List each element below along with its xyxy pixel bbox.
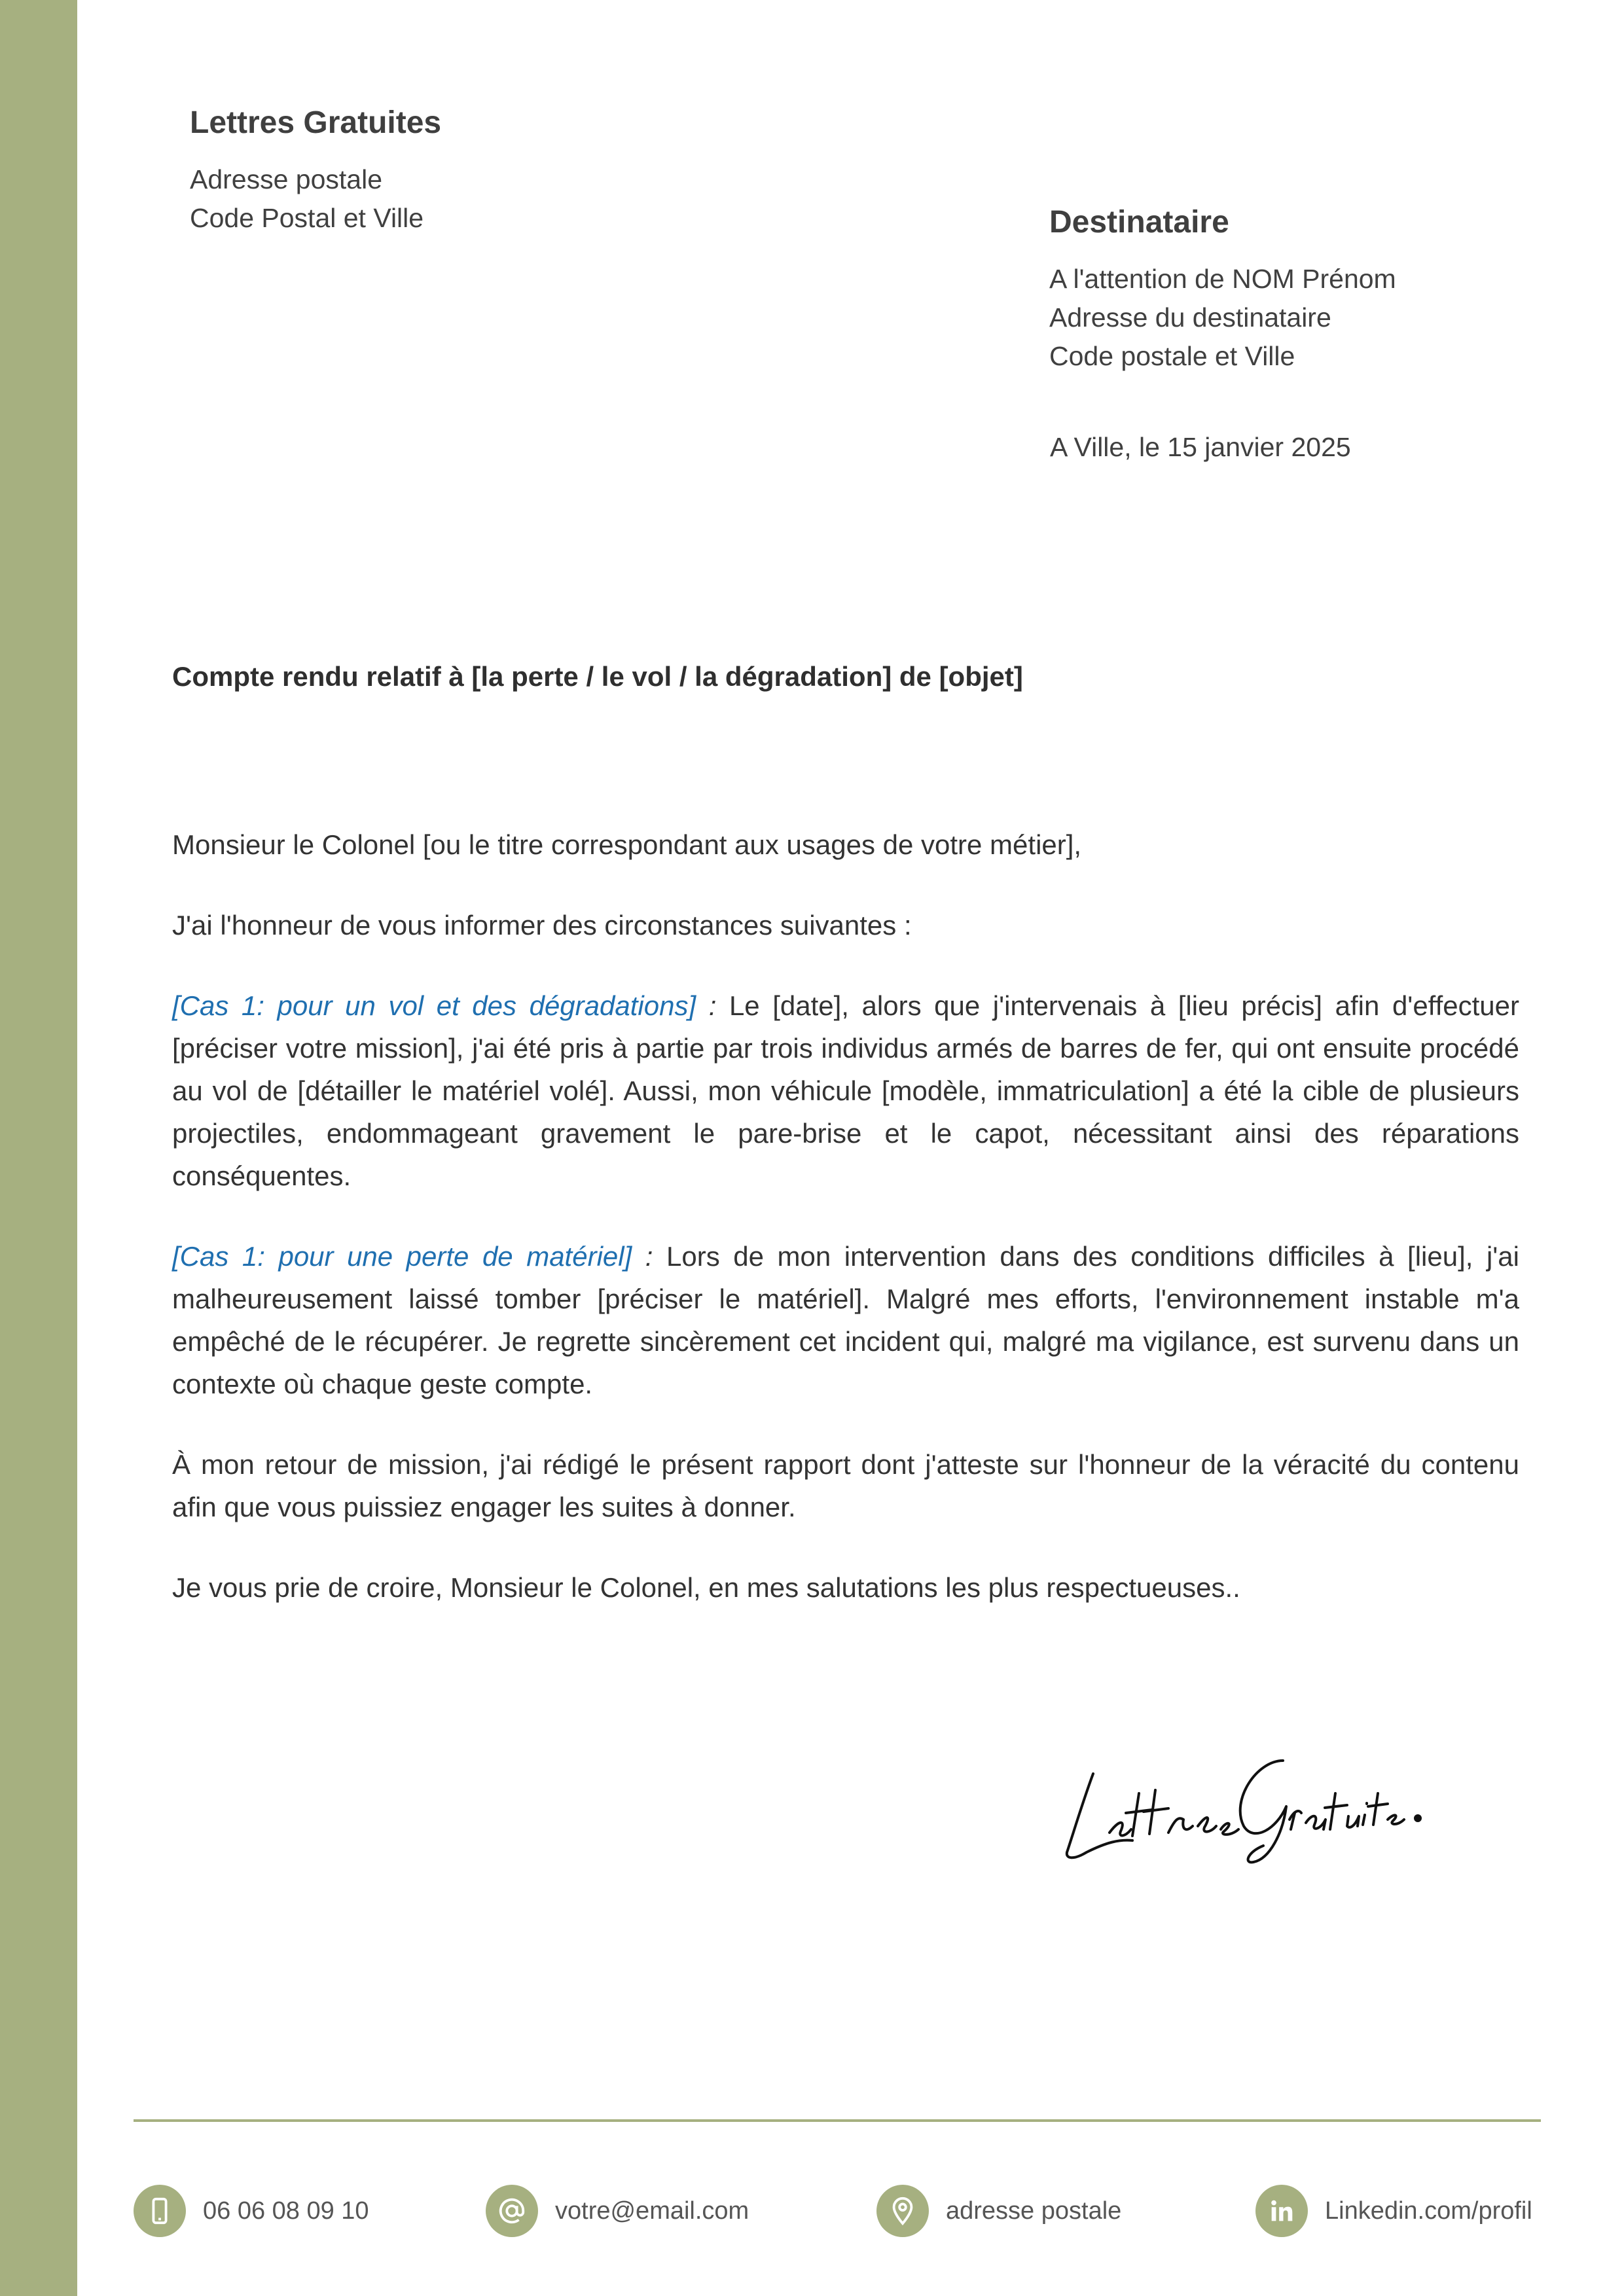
intro-paragraph: J'ai l'honneur de vous informer des circonstances suivantes : [172, 910, 912, 941]
sender-address: Adresse postale [190, 164, 383, 194]
recipient-title: Destinataire [1049, 205, 1229, 240]
letter-date: A Ville, le 15 janvier 2025 [1050, 432, 1351, 462]
case2-paragraph [172, 1235, 1519, 1405]
footer-address-text: adresse postale [946, 2197, 1122, 2225]
sender-city: Code Postal et Ville [190, 203, 424, 233]
sender-name: Lettres Gratuites [190, 105, 442, 140]
letter-body [172, 823, 1519, 1647]
case2-text: Lors de mon intervention dans des conditions difficiles à [lieu], j'ai malheureusement laissé tomber [préciser le matériel]. Malgré mes efforts, l'environnement instable m'a empêché de le récupérer. Je regrette sincèrement cet incident qui, malgré ma vigilance, est survenu dans un contexte où chaque geste compte. [172, 1241, 1519, 1399]
location-icon [876, 2185, 929, 2237]
phone-icon [134, 2185, 186, 2237]
case1-separator: : [696, 990, 729, 1021]
footer-phone [134, 2183, 369, 2238]
case2-label: [Cas 1: pour une perte de matériel] [172, 1241, 632, 1272]
salutation: Monsieur le Colonel [ou le titre correspondant aux usages de votre métier], [172, 829, 1082, 860]
case1-paragraph [172, 984, 1519, 1197]
footer-divider [134, 2119, 1541, 2122]
accent-sidebar [0, 0, 77, 2296]
case1-label: [Cas 1: pour un vol et des dégradations] [172, 990, 696, 1021]
footer-linkedin [1255, 2183, 1532, 2238]
footer-email [486, 2183, 749, 2238]
footer-address [876, 2183, 1121, 2238]
email-icon [486, 2185, 538, 2237]
case2-separator: : [632, 1241, 667, 1272]
recipient-city: Code postale et Ville [1049, 341, 1295, 371]
closing-paragraph: Je vous prie de croire, Monsieur le Colonel, en mes salutations les plus respectueuses.. [172, 1572, 1240, 1603]
recipient-address: Adresse du destinataire [1049, 302, 1331, 332]
case1-text: Le [date], alors que j'intervenais à [lieu précis] afin d'effectuer [préciser votre mission], j'ai été pris à partie par trois individus armés de barres de fer, qui ont ensuite procédé au vol de [détailler le matériel volé]. Aussi, mon véhicule [modèle, immatriculation] a été la cible de plusieurs projectiles, endommageant gravement le pare-brise et le capot, nécessitant ainsi des réparations conséquentes. [172, 990, 1519, 1191]
recipient-block [1049, 204, 1396, 376]
contact-footer [134, 2183, 1541, 2238]
recipient-attention: A l'attention de NOM Prénom [1049, 264, 1396, 294]
footer-email-text: votre@email.com [555, 2197, 749, 2225]
handwritten-signature [1047, 1721, 1427, 1878]
report-paragraph: À mon retour de mission, j'ai rédigé le présent rapport dont j'atteste sur l'honneur de la véracité du contenu afin que vous puissiez engager les suites à donner. [172, 1449, 1519, 1522]
letter-subject: Compte rendu relatif à [la perte / le vol / la dégradation] de [objet] [172, 661, 1023, 692]
linkedin-icon [1255, 2185, 1308, 2237]
sender-block [190, 105, 441, 238]
footer-linkedin-text: Linkedin.com/profil [1325, 2197, 1532, 2225]
footer-phone-text: 06 06 08 09 10 [203, 2197, 369, 2225]
